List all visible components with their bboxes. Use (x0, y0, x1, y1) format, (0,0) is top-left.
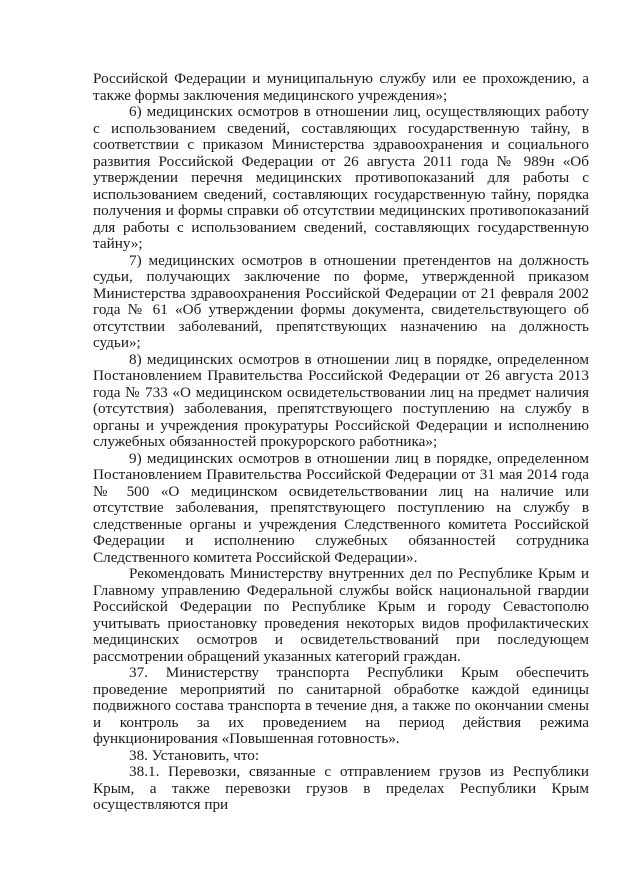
paragraph-38: 38. Установить, что: (129, 746, 260, 764)
paragraph-continuation: Российской Федерации и муниципальную службу или ее прохождению, а также формы заключения медицинского учреждения»; (93, 70, 589, 104)
paragraph-item-8: 8) медицинских осмотров в отношении лиц в порядке, определенном Постановлением Правительства Российской Федерации от 26 августа 2013 года № 733 «О медицинском освидетельствовании лиц на предмет наличия (отсутствия) заболевания, препятствующего поступлению на службу в органы и учреждения прокуратуры Российской Федерации и исполнению служебных обязанностей прокурорского работника»; (93, 350, 589, 450)
paragraph-item-9: 9) медицинских осмотров в отношении лиц в порядке, определенном Постановлением Правительства Российской Федерации от 31 мая 2014 года № 500 «О медицинском освидетельствовании лиц на наличие или отсутствие заболевания, препятствующего поступлению на службу в следственные органы и учреждения Следственного комитета Российской Федерации и исполнению служебных обязанностей сотрудника Следственного комитета Российской Федерации». (93, 449, 589, 566)
document-body (93, 71, 589, 814)
paragraph-recommendation: Рекомендовать Министерству внутренних дел по Республике Крым и Главному управлению Федеральной службы войск национальной гвардии Российской Федерации по Республике Крым и городу Севастополю учитывать приостановку проведения некоторых видов профилактических медицинских осмотров и освидетельствований при последующем рассмотрении обращений указанных категорий граждан. (93, 565, 589, 665)
paragraph-37: 37. Министерству транспорта Республики Крым обеспечить проведение мероприятий по санитарной обработке каждой единицы подвижного состава транспорта в течение дня, а также по окончании смены и контроль за их проведением на период действия режима функционирования «Повышенная готовность». (93, 664, 589, 747)
paragraph-item-7: 7) медицинских осмотров в отношении претендентов на должность судьи, получающих заключение по форме, утвержденной приказом Министерства здравоохранения Российской Федерации от 21 февраля 2002 года № 61 «Об утверждении формы документа, свидетельствующего об отсутствии заболеваний, препятствующих назначению на должность судьи»; (93, 251, 589, 351)
paragraph-38-1: 38.1. Перевозки, связанные с отправлением грузов из Республики Крым, а также перевозки грузов в пределах Республики Крым осуществляются при (93, 763, 589, 813)
paragraph-item-6: 6) медицинских осмотров в отношении лиц, осуществляющих работу с использованием сведений, составляющих государственную тайну, в соответствии с приказом Министерства здравоохранения и социального развития Российской Федерации от 26 августа 2011 года № 989н «Об утверждении перечня медицинских противопоказаний для работы с использованием сведений, составляющих государственную тайну, порядка получения и формы справки об отсутствии медицинских противопоказаний для работы с использованием сведений, составляющих государственную тайну»; (93, 103, 589, 252)
